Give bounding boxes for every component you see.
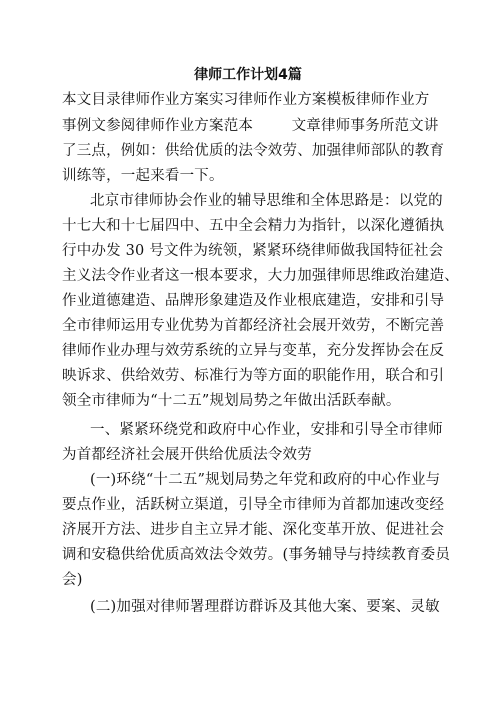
body-line: 要点作业，活跃树立渠道，引导全市律师为首都加速改变经 (62, 497, 445, 513)
body-line: 北京市律师协会作业的辅导思维和全体思路是：以党的 (90, 193, 443, 209)
body-line: (一)环绕“十二五”规划局势之年党和政府的中心作业与 (90, 472, 441, 488)
body-line: 行中办发 30 号文件为统领，紧紧环绕律师做我国特征社会 (62, 243, 444, 259)
body-line: 训练等，一起来看一下。 (62, 168, 224, 184)
document-title: 律师工作计划4篇 (194, 67, 302, 83)
body-line: 作业道德建造、品牌形象建造及作业根底建造，安排和引导 (62, 293, 445, 309)
body-line: 主义法令作业者这一根本要求，大力加强律师思维政治建造、 (62, 268, 459, 284)
body-line: 律师作业办理与效劳系统的立异与变革，充分发挥协会在反 (62, 343, 445, 359)
body-line: 会) (62, 572, 83, 588)
body-line: 一、紧紧环绕党和政府中心作业，安排和引导全市律师 (90, 422, 443, 438)
body-line: 济展开方法、进步自主立异才能、深化变革开放、促进社会 (62, 522, 445, 538)
body-line: 了三点，例如：供给优质的法令效劳、加强律师部队的教育 (62, 143, 445, 159)
body-line: 本文目录律师作业方案实习律师作业方案模板律师作业方 (62, 92, 430, 108)
body-line: 全市律师运用专业优势为首都经济社会展开效劳，不断完善 (62, 318, 445, 334)
body-line: 十七大和十七届四中、五中全会精力为指针，以深化遵循执 (62, 218, 445, 234)
body-line: (二)加强对律师署理群访群诉及其他大案、要案、灵敏 (90, 599, 440, 615)
body-line: 为首都经济社会展开供给优质法令效劳 (62, 447, 312, 463)
body-line: 映诉求、供给效劳、标准行为等方面的职能作用，联合和引 (62, 368, 445, 384)
body-line: 事例文参阅律师作业方案范本 文章律师事务所范文讲 (62, 118, 439, 134)
body-line: 领全市律师为“十二五”规划局势之年做出活跃奉献。 (62, 393, 401, 409)
body-line: 调和安稳供给优质高效法令效劳。(事务辅导与持续教育委员 (62, 547, 451, 563)
